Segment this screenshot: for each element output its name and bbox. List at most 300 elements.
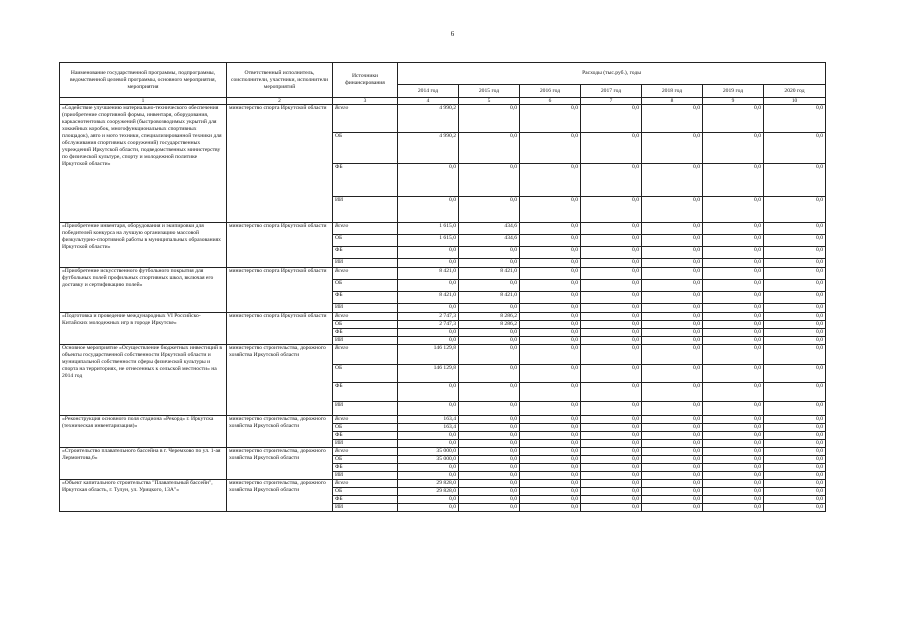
expense-value: 8 421,0 — [459, 268, 520, 280]
column-number: 3 — [333, 98, 398, 105]
expense-value: 0,0 — [642, 329, 703, 337]
expense-value: 0,0 — [764, 416, 826, 424]
expense-value: 0,0 — [520, 504, 581, 512]
funding-source: ОБ — [333, 365, 398, 383]
expense-value: 0,0 — [520, 480, 581, 488]
expense-value: 0,0 — [642, 164, 703, 197]
expense-value: 0,0 — [642, 280, 703, 292]
expense-value: 0,0 — [581, 313, 642, 321]
expense-value: 0,0 — [764, 432, 826, 440]
expense-value: 0,0 — [581, 280, 642, 292]
expense-value: 0,0 — [703, 480, 764, 488]
expense-value: 0,0 — [581, 197, 642, 223]
expense-value: 0,0 — [703, 247, 764, 259]
expense-value: 0,0 — [520, 488, 581, 496]
expense-value: 0,0 — [459, 448, 520, 456]
expense-value: 146 129,8 — [398, 345, 459, 365]
expense-value: 0,0 — [398, 472, 459, 480]
funding-source: ОБ — [333, 424, 398, 432]
expense-value: 0,0 — [581, 496, 642, 504]
expense-value: 0,0 — [764, 480, 826, 488]
expense-value: 0,0 — [642, 268, 703, 280]
expense-value: 0,0 — [520, 472, 581, 480]
expense-value: 0,0 — [520, 313, 581, 321]
measure-executor: министерство спорта Иркутской области — [227, 313, 333, 345]
expense-value: 0,0 — [764, 402, 826, 416]
expense-value: 0,0 — [703, 383, 764, 402]
page-number: 6 — [450, 30, 455, 38]
expense-value: 0,0 — [398, 440, 459, 448]
table-row — [60, 223, 826, 235]
funding-source: ОБ — [333, 488, 398, 496]
expense-value: 0,0 — [581, 345, 642, 365]
measure-name: «Объект капитального строительства "Плавательный бассейн", Иркутская область, г. Тулун, ул. Урицкого, 13А"» — [60, 480, 227, 512]
expense-value: 0,0 — [520, 259, 581, 268]
expense-value: 0,0 — [520, 133, 581, 164]
expense-value: 0,0 — [764, 440, 826, 448]
expense-value: 0,0 — [398, 383, 459, 402]
expense-value: 1 615,0 — [398, 223, 459, 235]
expense-value: 0,0 — [642, 365, 703, 383]
expense-value: 0,0 — [581, 304, 642, 313]
expense-value: 0,0 — [642, 424, 703, 432]
expense-value: 0,0 — [520, 345, 581, 365]
expense-value: 0,0 — [642, 235, 703, 247]
expense-value: 0,0 — [520, 329, 581, 337]
expense-value: 0,0 — [764, 164, 826, 197]
expense-value: 0,0 — [520, 383, 581, 402]
expense-value: 0,0 — [581, 504, 642, 512]
expense-value: 0,0 — [764, 321, 826, 329]
expense-value: 0,0 — [642, 472, 703, 480]
expense-value: 0,0 — [398, 496, 459, 504]
expense-value: 0,0 — [642, 504, 703, 512]
header-executor: Ответственный исполнитель, соисполнители, участники, исполнители мероприятий — [227, 63, 333, 98]
expense-value: 29 828,0 — [398, 488, 459, 496]
header-year: 2020 год — [764, 85, 826, 98]
funding-source: ОБ — [333, 133, 398, 164]
expense-value: 0,0 — [642, 456, 703, 464]
expense-value: 0,0 — [703, 416, 764, 424]
expense-value: 0,0 — [459, 504, 520, 512]
expense-value: 0,0 — [642, 313, 703, 321]
funding-source: Всего — [333, 268, 398, 280]
expense-value: 434,6 — [459, 235, 520, 247]
expense-value: 0,0 — [764, 133, 826, 164]
table-body — [60, 105, 826, 512]
expense-value: 0,0 — [642, 345, 703, 365]
expense-value: 0,0 — [459, 304, 520, 313]
funding-source: ФБ — [333, 247, 398, 259]
expense-value: 0,0 — [764, 223, 826, 235]
expense-value: 0,0 — [520, 321, 581, 329]
table-row — [60, 448, 826, 456]
expense-value: 0,0 — [520, 456, 581, 464]
expense-value: 0,0 — [459, 280, 520, 292]
expense-value: 4 990,2 — [398, 133, 459, 164]
expense-value: 0,0 — [459, 259, 520, 268]
expense-value: 0,0 — [581, 424, 642, 432]
expense-value: 8 286,2 — [459, 313, 520, 321]
expense-value: 0,0 — [764, 259, 826, 268]
expense-value: 0,0 — [398, 329, 459, 337]
expense-value: 0,0 — [581, 247, 642, 259]
expense-value: 0,0 — [703, 280, 764, 292]
expense-value: 0,0 — [520, 268, 581, 280]
measure-name: «Подготовка и проведение международных VI Российско-Китайских молодежных игр в городе Иркутске» — [60, 313, 227, 345]
expense-value: 0,0 — [764, 304, 826, 313]
expense-value: 0,0 — [642, 105, 703, 133]
expense-value: 0,0 — [581, 164, 642, 197]
expense-value: 0,0 — [703, 268, 764, 280]
expense-value: 0,0 — [703, 313, 764, 321]
expense-value: 0,0 — [642, 440, 703, 448]
expense-value: 0,0 — [703, 105, 764, 133]
expense-value: 163,4 — [398, 424, 459, 432]
expense-value: 0,0 — [703, 337, 764, 345]
funding-source: ФБ — [333, 464, 398, 472]
expense-value: 0,0 — [520, 164, 581, 197]
expense-value: 0,0 — [642, 464, 703, 472]
header-year: 2016 год — [520, 85, 581, 98]
expense-value: 0,0 — [764, 197, 826, 223]
expense-value: 0,0 — [520, 432, 581, 440]
table-row — [60, 268, 826, 280]
measure-name: «Приобретение искусственного футбольного покрытия для футбольных полей профильных спортивных школ, включая его доставку и сертификацию полей» — [60, 268, 227, 313]
expense-value: 0,0 — [398, 504, 459, 512]
expense-value: 0,0 — [642, 197, 703, 223]
expense-value: 0,0 — [459, 432, 520, 440]
expense-value: 0,0 — [703, 235, 764, 247]
measure-executor: министерство строительства, дорожного хозяйства Иркутской области — [227, 448, 333, 480]
measure-executor: министерство строительства, дорожного хозяйства Иркутской области — [227, 345, 333, 416]
funding-source: ИИ — [333, 440, 398, 448]
column-number: 10 — [764, 98, 826, 105]
expense-value: 35 000,0 — [398, 448, 459, 456]
expense-value: 0,0 — [703, 321, 764, 329]
expense-value: 0,0 — [581, 480, 642, 488]
header-expenses: Расходы (тыс.руб.), годы — [398, 63, 826, 85]
expense-value: 0,0 — [520, 424, 581, 432]
expense-value: 0,0 — [459, 402, 520, 416]
funding-source: ФБ — [333, 432, 398, 440]
expense-value: 0,0 — [703, 496, 764, 504]
expense-value: 0,0 — [398, 164, 459, 197]
expense-value: 0,0 — [703, 488, 764, 496]
funding-source: ИИ — [333, 472, 398, 480]
measure-executor: министерство спорта Иркутской области — [227, 105, 333, 223]
expense-value: 0,0 — [520, 292, 581, 304]
funding-source: Всего — [333, 223, 398, 235]
expense-value: 0,0 — [398, 197, 459, 223]
expense-value: 0,0 — [764, 365, 826, 383]
table-row — [60, 416, 826, 424]
expense-value: 0,0 — [459, 424, 520, 432]
expense-value: 0,0 — [581, 259, 642, 268]
header-year: 2014 год — [398, 85, 459, 98]
funding-source: ОБ — [333, 456, 398, 464]
expense-value: 8 421,0 — [459, 292, 520, 304]
column-number: 4 — [398, 98, 459, 105]
expense-value: 0,0 — [764, 448, 826, 456]
expense-value: 0,0 — [520, 247, 581, 259]
expense-value: 0,0 — [398, 432, 459, 440]
header-year: 2015 год — [459, 85, 520, 98]
expense-value: 0,0 — [703, 432, 764, 440]
expense-value: 0,0 — [459, 440, 520, 448]
expense-value: 0,0 — [703, 292, 764, 304]
expense-value: 0,0 — [703, 304, 764, 313]
expense-value: 0,0 — [581, 402, 642, 416]
expense-value: 163,4 — [398, 416, 459, 424]
expense-value: 0,0 — [642, 247, 703, 259]
expense-value: 0,0 — [459, 365, 520, 383]
expense-value: 0,0 — [642, 223, 703, 235]
measure-name: «Строительство плавательного бассейна в г. Черемхово по ул. 1-ая Лермонтова,6» — [60, 448, 227, 480]
expense-value: 0,0 — [642, 488, 703, 496]
header-year: 2018 год — [642, 85, 703, 98]
expense-value: 0,0 — [520, 235, 581, 247]
measure-executor: министерство строительства, дорожного хозяйства Иркутской области — [227, 416, 333, 448]
expense-value: 0,0 — [520, 337, 581, 345]
header-sources: Источники финансирования — [333, 63, 398, 98]
expense-value: 0,0 — [459, 464, 520, 472]
expense-value: 0,0 — [703, 464, 764, 472]
measure-executor: министерство спорта Иркутской области — [227, 223, 333, 268]
expense-value: 0,0 — [520, 223, 581, 235]
expense-value: 0,0 — [703, 424, 764, 432]
budget-table — [59, 62, 826, 512]
measure-name: «Содействие улучшению материально-технического обеспечения (приобретение спортивной формы, инвентаря, оборудования, каркаснотентовых сооружений (быстровозводимых укрытий для хоккейных коробок, многофункциональных спортивных площадок), авто и мото техники, специализированной техники для обслуживания спортивных сооружений) государственных учреждений Иркутской области, подведомственных министерству по физической культуре, спорту и молодежной политике Иркутской области» — [60, 105, 227, 223]
expense-value: 0,0 — [581, 472, 642, 480]
expense-value: 0,0 — [764, 268, 826, 280]
expense-value: 0,0 — [642, 402, 703, 416]
expense-value: 0,0 — [764, 292, 826, 304]
expense-value: 0,0 — [459, 345, 520, 365]
column-number: 7 — [581, 98, 642, 105]
expense-value: 0,0 — [520, 416, 581, 424]
column-number: 8 — [642, 98, 703, 105]
expense-value: 0,0 — [520, 197, 581, 223]
expense-value: 0,0 — [703, 223, 764, 235]
expense-value: 0,0 — [703, 259, 764, 268]
expense-value: 0,0 — [703, 472, 764, 480]
expense-value: 0,0 — [764, 424, 826, 432]
expense-value: 0,0 — [520, 464, 581, 472]
expense-value: 0,0 — [703, 504, 764, 512]
expense-value: 8 421,0 — [398, 268, 459, 280]
expense-value: 0,0 — [398, 337, 459, 345]
expense-value: 0,0 — [581, 432, 642, 440]
funding-source: Всего — [333, 416, 398, 424]
expense-value: 0,0 — [459, 383, 520, 402]
expense-value: 4 990,2 — [398, 105, 459, 133]
expense-value: 1 615,0 — [398, 235, 459, 247]
expense-value: 8 286,2 — [459, 321, 520, 329]
funding-source: Всего — [333, 313, 398, 321]
expense-value: 0,0 — [459, 247, 520, 259]
expense-value: 0,0 — [459, 105, 520, 133]
measure-name: «Приобретение инвентаря, оборудования и экипировки для победителей конкурса на лучшую организацию массовой физкультурно-спортивной работы в муниципальных образованиях Иркутской области» — [60, 223, 227, 268]
expense-value: 0,0 — [581, 440, 642, 448]
expense-value: 0,0 — [764, 280, 826, 292]
funding-source: ОБ — [333, 280, 398, 292]
expense-value: 8 421,0 — [398, 292, 459, 304]
expense-value: 0,0 — [398, 304, 459, 313]
funding-source: ИИ — [333, 304, 398, 313]
column-number: 9 — [703, 98, 764, 105]
expense-value: 0,0 — [642, 337, 703, 345]
expense-value: 0,0 — [581, 223, 642, 235]
expense-value: 0,0 — [459, 164, 520, 197]
expense-value: 0,0 — [459, 337, 520, 345]
expense-value: 0,0 — [764, 329, 826, 337]
expense-value: 0,0 — [581, 268, 642, 280]
funding-source: ИИ — [333, 402, 398, 416]
expense-value: 0,0 — [581, 105, 642, 133]
expense-value: 2 747,3 — [398, 321, 459, 329]
expense-value: 0,0 — [581, 488, 642, 496]
expense-value: 0,0 — [764, 337, 826, 345]
table-row — [60, 313, 826, 321]
expense-value: 0,0 — [581, 365, 642, 383]
expense-value: 0,0 — [642, 304, 703, 313]
expense-value: 0,0 — [520, 365, 581, 383]
expense-value: 0,0 — [520, 448, 581, 456]
expense-value: 0,0 — [642, 383, 703, 402]
measure-executor: министерство строительства, дорожного хозяйства Иркутской области — [227, 480, 333, 512]
column-number: 5 — [459, 98, 520, 105]
expense-value: 0,0 — [764, 105, 826, 133]
expense-value: 0,0 — [581, 235, 642, 247]
expense-value: 0,0 — [459, 133, 520, 164]
expense-value: 0,0 — [642, 448, 703, 456]
expense-value: 0,0 — [703, 197, 764, 223]
expense-value: 0,0 — [581, 321, 642, 329]
expense-value: 0,0 — [703, 448, 764, 456]
expense-value: 35 000,0 — [398, 456, 459, 464]
expense-value: 0,0 — [642, 321, 703, 329]
expense-value: 0,0 — [642, 416, 703, 424]
expense-value: 0,0 — [764, 383, 826, 402]
expense-value: 146 129,8 — [398, 365, 459, 383]
expense-value: 0,0 — [764, 488, 826, 496]
expense-value: 0,0 — [520, 440, 581, 448]
expense-value: 0,0 — [764, 504, 826, 512]
expense-value: 0,0 — [703, 365, 764, 383]
funding-source: ОБ — [333, 321, 398, 329]
expense-value: 0,0 — [581, 329, 642, 337]
measure-executor: министерство спорта Иркутской области — [227, 268, 333, 313]
expense-value: 0,0 — [459, 496, 520, 504]
funding-source: Всего — [333, 105, 398, 133]
expense-value: 0,0 — [581, 448, 642, 456]
column-number: 2 — [227, 98, 333, 105]
header-year: 2017 год — [581, 85, 642, 98]
column-number: 6 — [520, 98, 581, 105]
funding-source: ОБ — [333, 235, 398, 247]
funding-source: ФБ — [333, 164, 398, 197]
expense-value: 0,0 — [764, 313, 826, 321]
funding-source: Всего — [333, 448, 398, 456]
header-year: 2019 год — [703, 85, 764, 98]
expense-value: 0,0 — [642, 133, 703, 164]
expense-value: 0,0 — [581, 456, 642, 464]
expense-value: 0,0 — [703, 402, 764, 416]
expense-value: 0,0 — [703, 345, 764, 365]
expense-value: 0,0 — [642, 480, 703, 488]
expense-value: 0,0 — [764, 456, 826, 464]
expense-value: 0,0 — [764, 247, 826, 259]
expense-value: 0,0 — [764, 235, 826, 247]
expense-value: 0,0 — [764, 345, 826, 365]
funding-source: ФБ — [333, 292, 398, 304]
funding-source: ИИ — [333, 337, 398, 345]
expense-value: 0,0 — [581, 292, 642, 304]
expense-value: 434,6 — [459, 223, 520, 235]
expense-value: 0,0 — [642, 432, 703, 440]
funding-source: ФБ — [333, 383, 398, 402]
expense-value: 0,0 — [764, 472, 826, 480]
funding-source: ИИ — [333, 504, 398, 512]
expense-value: 0,0 — [398, 247, 459, 259]
expense-value: 0,0 — [459, 488, 520, 496]
expense-value: 0,0 — [459, 416, 520, 424]
expense-value: 0,0 — [642, 496, 703, 504]
column-number: 1 — [60, 98, 227, 105]
funding-source: Всего — [333, 480, 398, 488]
expense-value: 0,0 — [520, 280, 581, 292]
table-header — [60, 63, 826, 105]
expense-value: 0,0 — [459, 480, 520, 488]
expense-value: 0,0 — [642, 292, 703, 304]
expense-value: 0,0 — [703, 456, 764, 464]
expense-value: 0,0 — [520, 402, 581, 416]
expense-value: 29 828,0 — [398, 480, 459, 488]
expense-value: 2 747,3 — [398, 313, 459, 321]
expense-value: 0,0 — [398, 280, 459, 292]
expense-value: 0,0 — [581, 416, 642, 424]
expense-value: 0,0 — [520, 105, 581, 133]
funding-source: ИИ — [333, 259, 398, 268]
table-row — [60, 480, 826, 488]
expense-value: 0,0 — [398, 259, 459, 268]
expense-value: 0,0 — [581, 133, 642, 164]
expense-value: 0,0 — [764, 496, 826, 504]
expense-value: 0,0 — [520, 304, 581, 313]
funding-source: ФБ — [333, 329, 398, 337]
funding-source: ФБ — [333, 496, 398, 504]
table-row — [60, 105, 826, 133]
header-name: Наименование государственной программы, подпрограммы, ведомственной целевой программы, основного мероприятия, мероприятия — [60, 63, 227, 98]
table-row — [60, 345, 826, 365]
expense-value: 0,0 — [459, 329, 520, 337]
expense-value: 0,0 — [642, 259, 703, 268]
expense-value: 0,0 — [581, 337, 642, 345]
expense-value: 0,0 — [703, 440, 764, 448]
expense-value: 0,0 — [459, 472, 520, 480]
funding-source: ИИ — [333, 197, 398, 223]
measure-name: «Реконструкция основного поля стадиона «Рекорд» г. Иркутска (техническая инвентаризация)» — [60, 416, 227, 448]
expense-value: 0,0 — [581, 464, 642, 472]
expense-value: 0,0 — [581, 383, 642, 402]
expense-value: 0,0 — [398, 464, 459, 472]
expense-value: 0,0 — [398, 402, 459, 416]
expense-value: 0,0 — [764, 464, 826, 472]
expense-value: 0,0 — [459, 197, 520, 223]
measure-name: Основное мероприятие «Осуществление бюджетных инвестиций в объекты государственной собственности Иркутской области и муниципальной собственности сферы физической культуры и спорта на территориях, не отнесенных к сельской местности» на 2014 год — [60, 345, 227, 416]
expense-value: 0,0 — [520, 496, 581, 504]
